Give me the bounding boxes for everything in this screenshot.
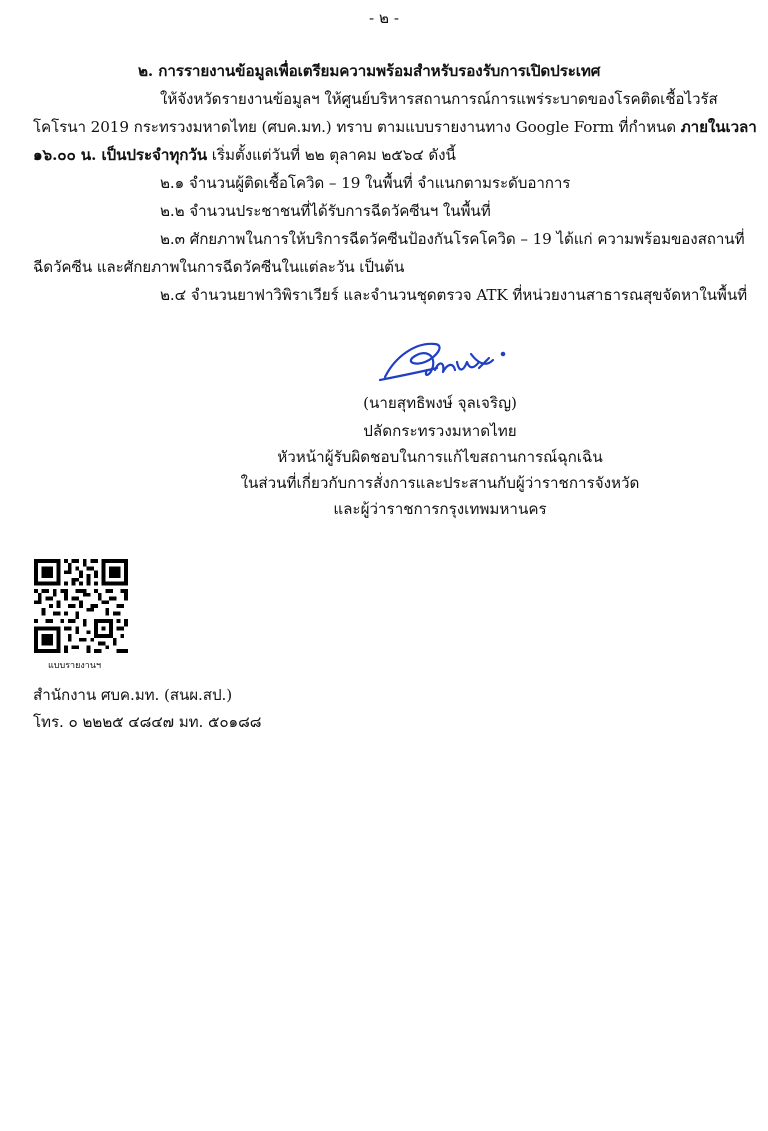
paragraph-line-3-text: เริ่มตั้งแต่วันที่ ๒๒ ตุลาคม ๒๕๖๔ ดังนี้: [207, 146, 456, 164]
paragraph-line-2-text: โคโรนา 2019 กระทรวงมหาดไทย (ศบค.มท.) ทราบ ตามแบบรายงานทาง Google Form ที่กำหนด: [33, 118, 681, 136]
deadline-emphasis-2: ๑๖.๐๐ น. เป็นประจำทุกวัน: [33, 146, 208, 164]
qr-code[interactable]: [34, 559, 128, 653]
list-item-2-4: ๒.๔ จำนวนยาฟาวิพิราเวียร์ และจำนวนชุดตรวจ ATK ที่หน่วยงานสาธารณสุขจัดหาในพื้นที่: [160, 286, 748, 304]
qr-caption: แบบรายงานฯ: [48, 661, 102, 671]
footer-phone: โทร. ๐ ๒๒๒๕ ๔๘๔๗ มท. ๕๐๑๘๘: [33, 713, 262, 731]
paragraph-line-2: [33, 117, 757, 137]
paragraph-line-3: [33, 145, 456, 165]
signer-name: (นายสุทธิพงษ์ จุลเจริญ): [363, 394, 517, 412]
list-item-2-2: ๒.๒ จำนวนประชาชนที่ได้รับการฉีดวัคซีนฯ ในพื้นที่: [160, 202, 491, 220]
list-item-2-3-line-1: ๒.๓ ศักยภาพในการให้บริการฉีดวัคซีนป้องกันโรคโควิด – 19 ได้แก่ ความพร้อมของสถานที่: [160, 230, 745, 248]
signer-position-4: และผู้ว่าราชการกรุงเทพมหานคร: [333, 500, 547, 518]
signer-position-3: ในส่วนที่เกี่ยวกับการสั่งการและประสานกับผู้ว่าราชการจังหวัด: [240, 474, 640, 492]
deadline-emphasis-1: ภายในเวลา: [680, 118, 757, 136]
list-item-2-3-line-2: ฉีดวัคซีน และศักยภาพในการฉีดวัคซีนในแต่ละวัน เป็นต้น: [33, 258, 405, 276]
handwritten-signature: [375, 332, 525, 392]
footer-office: สำนักงาน ศบค.มท. (สนผ.สป.): [33, 686, 233, 704]
signer-position-2: หัวหน้าผู้รับผิดชอบในการแก้ไขสถานการณ์ฉุกเฉิน: [277, 448, 603, 466]
page-number: - ๒ -: [369, 9, 399, 27]
section-heading: ๒. การรายงานข้อมูลเพื่อเตรียมความพร้อมสำหรับรองรับการเปิดประเทศ: [138, 62, 601, 80]
signer-position-1: ปลัดกระทรวงมหาดไทย: [363, 422, 517, 440]
paragraph-line-1: ให้จังหวัดรายงานข้อมูลฯ ให้ศูนย์บริหารสถานการณ์การแพร่ระบาดของโรคติดเชื้อไวรัส: [160, 90, 718, 108]
list-item-2-1: ๒.๑ จำนวนผู้ติดเชื้อโควิด – 19 ในพื้นที่ จำแนกตามระดับอาการ: [160, 174, 571, 192]
